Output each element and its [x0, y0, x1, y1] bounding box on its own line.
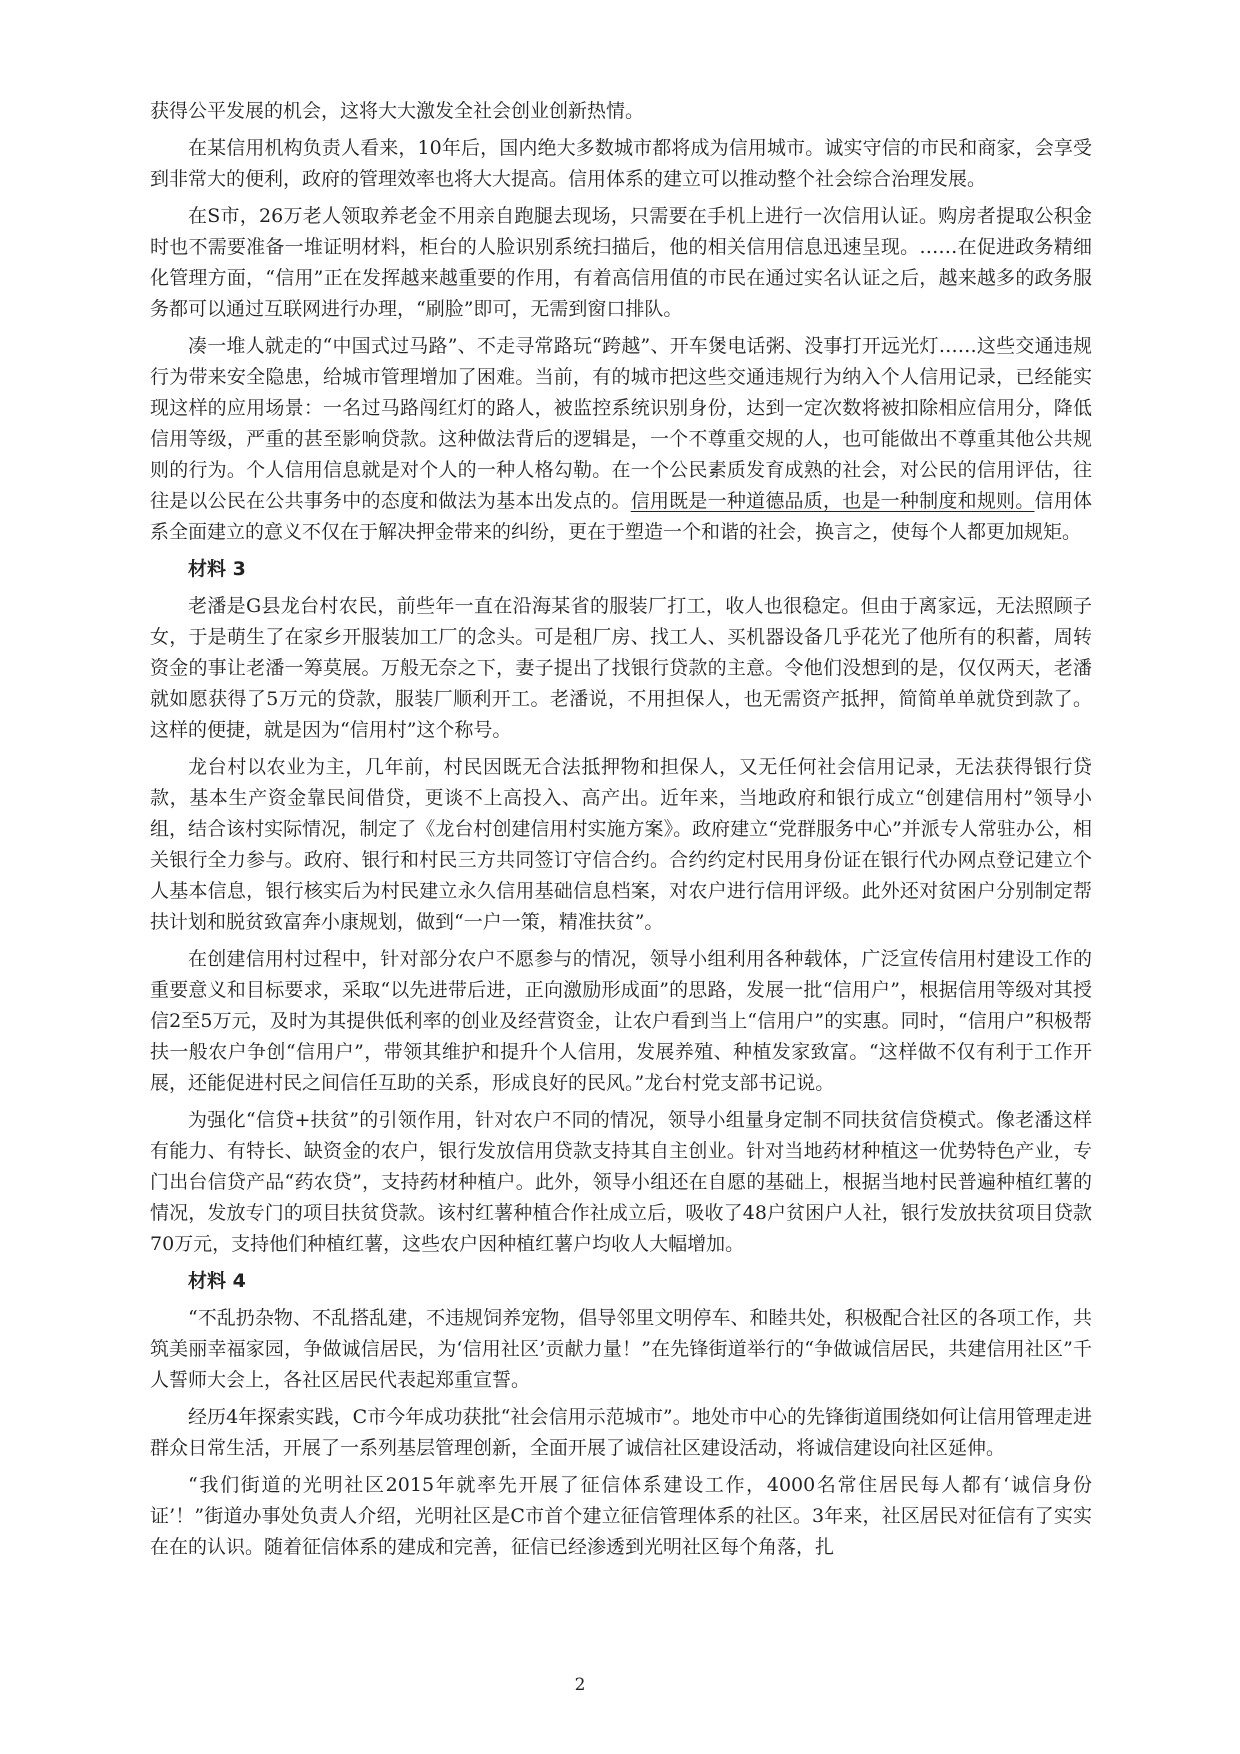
section-heading-material-4: 材料 4	[188, 1270, 246, 1292]
paragraph: 经历4年探索实践，C市今年成功获批“社会信用示范城市”。地处市中心的先锋街道围绕如何让信用管理走进群众日常生活，开展了一系列基层管理创新，全面开展了诚信社区建设活动，将诚信建设向社区延伸。	[150, 1406, 1092, 1459]
paragraph	[150, 331, 1092, 548]
paragraph: 在创建信用村过程中，针对部分农户不愿参与的情况，领导小组利用各种载体，广泛宣传信用村建设工作的重要意义和目标要求，采取“以先进带后进，正向激励形成面”的思路，发展一批“信用户”，根据信用等级对其授信2至5万元，及时为其提供低利率的创业及经营资金，让农户看到当上“信用户”的实惠。同时，“信用户”积极帮扶一般农户争创“信用户”，带领其维护和提升个人信用，发展养殖、种植发家致富。“这样做不仅有利于工作开展，还能促进村民之间信任互助的关系，形成良好的民风。”龙台村党支部书记说。	[150, 948, 1092, 1094]
underlined-sentence: 信用既是一种道德品质，也是一种制度和规则。	[630, 490, 1035, 512]
paragraph: 在S市，26万老人领取养老金不用亲自跑腿去现场，只需要在手机上进行一次信用认证。购房者提取公积金时也不需要准备一堆证明材料，柜台的人脸识别系统扫描后，他的相关信用信息迅速呈现。……在促进政务精细化管理方面，“信用”正在发挥越来越重要的作用，有着高信用值的市民在通过实名认证之后，越来越多的政务服务都可以通过互联网进行办理，“刷脸”即可，无需到窗口排队。	[150, 205, 1092, 320]
page-number: 2	[574, 1675, 586, 1695]
document-body	[150, 96, 1092, 1569]
paragraph: “不乱扔杂物、不乱搭乱建，不违规饲养宠物，倡导邻里文明停车、和睦共处，积极配合社区的各项工作，共筑美丽幸福家园，争做诚信居民，为‘信用社区’贡献力量！”在先锋街道举行的“争做诚信居民，共建信用社区”千人誓师大会上，各社区居民代表起郑重宣誓。	[150, 1307, 1092, 1391]
section-heading-material-3: 材料 3	[188, 558, 246, 580]
paragraph: 老潘是G县龙台村农民，前些年一直在沿海某省的服装厂打工，收人也很稳定。但由于离家远，无法照顾子女，于是萌生了在家乡开服装加工厂的念头。可是租厂房、找工人、买机器设备几乎花光了他所有的积蓄，周转资金的事让老潘一筹莫展。万般无奈之下，妻子提出了找银行贷款的主意。令他们没想到的是，仅仅两天，老潘就如愿获得了5万元的贷款，服装厂顺利开工。老潘说，不用担保人，也无需资产抵押，简简单单就贷到款了。这样的便捷，就是因为“信用村”这个称号。	[150, 595, 1092, 741]
paragraph: 龙台村以农业为主，几年前，村民因既无合法抵押物和担保人，又无任何社会信用记录，无法获得银行贷款，基本生产资金靠民间借贷，更谈不上高投入、高产出。近年来，当地政府和银行成立“创建信用村”领导小组，结合该村实际情况，制定了《龙台村创建信用村实施方案》。政府建立“党群服务中心”并派专人常驻办公，相关银行全力参与。政府、银行和村民三方共同签订守信合约。合约约定村民用身份证在银行代办网点登记建立个人基本信息，银行核实后为村民建立永久信用基础信息档案，对农户进行信用评级。此外还对贫困户分别制定帮扶计划和脱贫致富奔小康规划，做到“一户一策，精准扶贫”。	[150, 756, 1092, 933]
paragraph: 获得公平发展的机会，这将大大激发全社会创业创新热情。	[150, 100, 645, 122]
paragraph: 为强化“信贷+扶贫”的引领作用，针对农户不同的情况，领导小组量身定制不同扶贫信贷模式。像老潘这样有能力、有特长、缺资金的农户，银行发放信用贷款支持其自主创业。针对当地药材种植这一优势特色产业，专门出台信贷产品“药农贷”，支持药材种植户。此外，领导小组还在自愿的基础上，根据当地村民普遍种植红薯的情况，发放专门的项目扶贫贷款。该村红薯种植合作社成立后，吸收了48户贫困户人社，银行发放扶贫项目贷款70万元，支持他们种植红薯，这些农户因种植红薯户均收人大幅增加。	[150, 1109, 1092, 1255]
paragraph-text: 凑一堆人就走的“中国式过马路”、不走寻常路玩“跨越”、开车煲电话粥、没事打开远光灯……这些交通违规行为带来安全隐患，给城市管理增加了困难。当前，有的城市把这些交通违规行为纳入个人信用记录，已经能实现这样的应用场景：一名过马路闯红灯的路人，被监控系统识别身份，达到一定次数将被扣除相应信用分，降低信用等级，严重的甚至影响贷款。这种做法背后的逻辑是，一个不尊重交规的人，也可能做出不尊重其他公共规则的行为。个人信用信息就是对个人的一种人格勾勒。在一个公民素质发育成熟的社会，对公民的信用评估，往往是以公民在公共事务中的态度和做法为基本出发点的。	[150, 335, 1092, 512]
paragraph: “我们街道的光明社区2015年就率先开展了征信体系建设工作，4000名常住居民每人都有‘诚信身份证’！”街道办事处负责人介绍，光明社区是C市首个建立征信管理体系的社区。3年来，社区居民对征信有了实实在在的认识。随着征信体系的建成和完善，征信已经渗透到光明社区每个角落，扎	[150, 1474, 1092, 1558]
paragraph-text: 信用体系全面建立的意义不仅在于解决押金带来的纠纷，更在于塑造一个和谐的社会，换言之，使每个人都更加规矩。	[150, 490, 1092, 543]
paragraph: 在某信用机构负责人看来，10年后，国内绝大多数城市都将成为信用城市。诚实守信的市民和商家，会享受到非常大的便利，政府的管理效率也将大大提高。信用体系的建立可以推动整个社会综合治理发展。	[150, 137, 1092, 190]
